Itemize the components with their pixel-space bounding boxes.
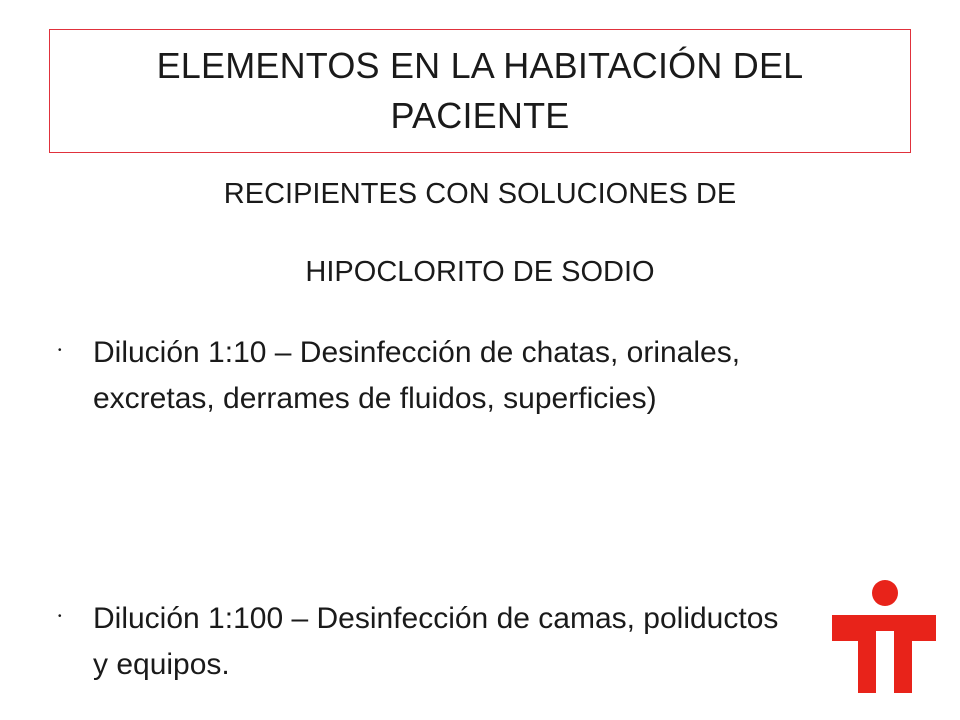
title-box <box>49 29 911 153</box>
bullet-marker: • <box>58 345 62 356</box>
bullet-marker: • <box>58 611 62 622</box>
slide-title: ELEMENTOS EN LA HABITACIÓN DEL PACIENTE <box>156 45 804 136</box>
red-figure-logo-icon <box>830 575 940 695</box>
bullet-item-text: Dilución 1:100 – Desinfección de camas, poliductos y equipos. <box>93 602 779 681</box>
bullet-item-text: Dilución 1:10 – Desinfección de chatas, orinales, excretas, derrames de fluidos, superficies) <box>93 336 741 415</box>
subtitle-line-2: HIPOCLORITO DE SODIO <box>305 256 655 288</box>
subtitle-line-1: RECIPIENTES CON SOLUCIONES DE <box>223 178 737 210</box>
